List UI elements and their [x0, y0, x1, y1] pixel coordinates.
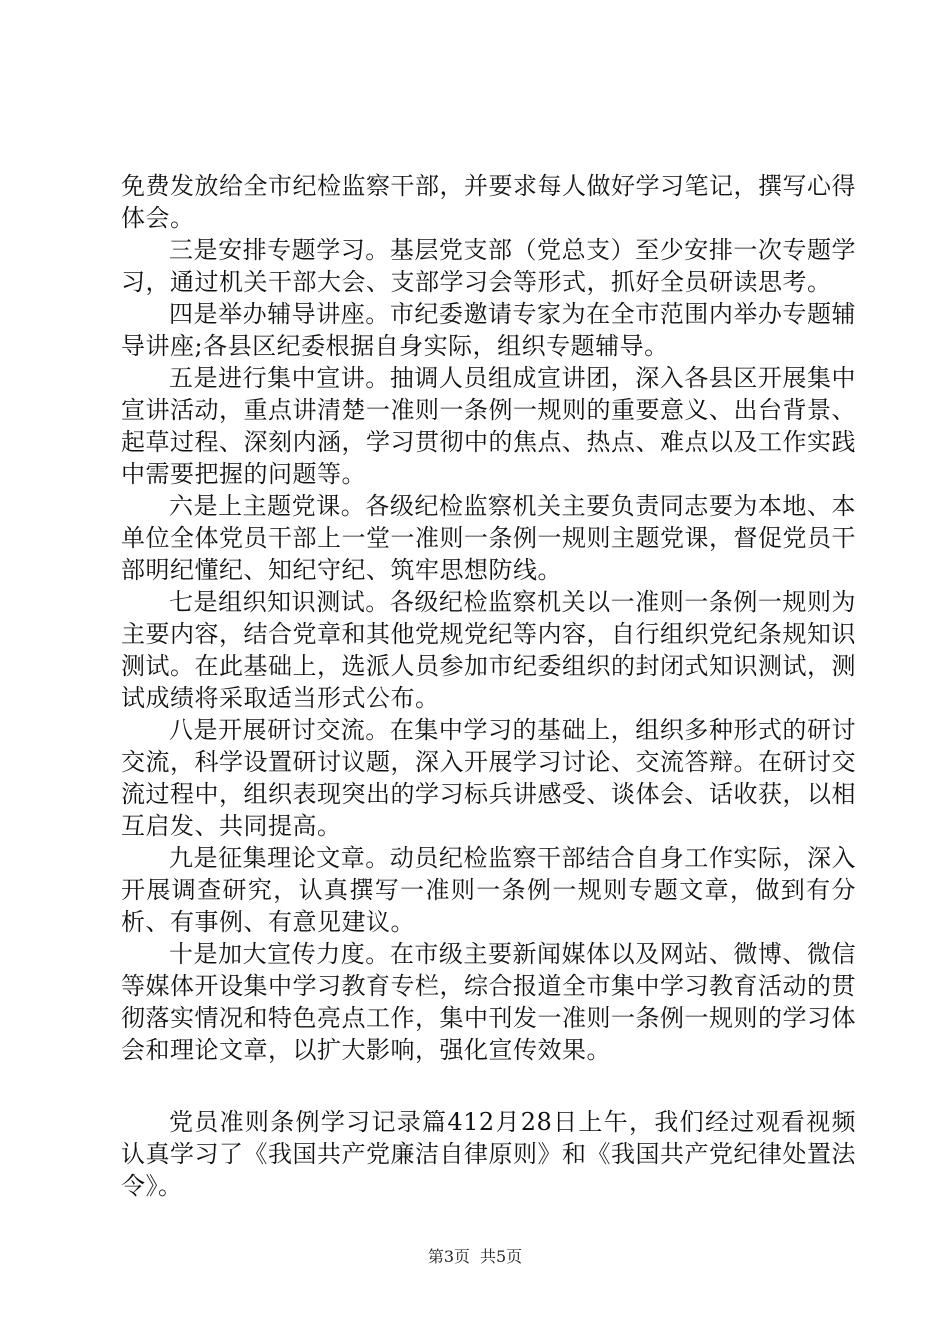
- paragraph-item-6: 六是上主题党课。各级纪检监察机关主要负责同志要为本地、本单位全体党员干部上一堂一准则一条例一规则主题党课，督促党员干部明纪懂纪、知纪守纪、筑牢思想防线。: [121, 492, 856, 584]
- section-gap: [121, 1066, 856, 1106]
- paragraph-item-4: 四是举办辅导讲座。市纪委邀请专家为在全市范围内举办专题辅导讲座;各县区纪委根据自身实际，组织专题辅导。: [121, 300, 856, 360]
- paragraph-item-9: 九是征集理论文章。动员纪检监察干部结合自身工作实际，深入开展调查研究，认真撰写一准则一条例一规则专题文章，做到有分析、有事例、有意见建议。: [121, 844, 856, 936]
- document-body: [121, 170, 856, 1202]
- page-footer: [0, 1244, 950, 1267]
- page-number: 第3页: [427, 1247, 470, 1266]
- paragraph-item-7: 七是组织知识测试。各级纪检监察机关以一准则一条例一规则为主要内容，结合党章和其他党规党纪等内容，自行组织党纪条规知识测试。在此基础上，选派人员参加市纪委组织的封闭式知识测试，测试成绩将采取适当形式公布。: [121, 588, 856, 712]
- paragraph-item-5: 五是进行集中宣讲。抽调人员组成宣讲团，深入各县区开展集中宣讲活动，重点讲清楚一准则一条例一规则的重要意义、出台背景、起草过程、深刻内涵，学习贯彻中的焦点、热点、难点以及工作实践中需要把握的问题等。: [121, 364, 856, 488]
- paragraph-item-8: 八是开展研讨交流。在集中学习的基础上，组织多种形式的研讨交流，科学设置研讨议题，深入开展学习讨论、交流答辩。在研讨交流过程中，组织表现突出的学习标兵讲感受、谈体会、话收获，以相互启发、共同提高。: [121, 716, 856, 840]
- paragraph-item-3: 三是安排专题学习。基层党支部（党总支）至少安排一次专题学习，通过机关干部大会、支部学习会等形式，抓好全员研读思考。: [121, 236, 856, 296]
- paragraph-new-article: 党员准则条例学习记录篇412月28日上午，我们经过观看视频认真学习了《我国共产党廉洁自律原则》和《我国共产党纪律处置法令》。: [121, 1108, 856, 1200]
- page-total: 共5页: [480, 1247, 523, 1266]
- paragraph-continuation: 免费发放给全市纪检监察干部，并要求每人做好学习笔记，撰写心得体会。: [121, 172, 856, 232]
- paragraph-item-10: 十是加大宣传力度。在市级主要新闻媒体以及网站、微博、微信等媒体开设集中学习教育专栏，综合报道全市集中学习教育活动的贯彻落实情况和特色亮点工作，集中刊发一准则一条例一规则的学习体会和理论文章，以扩大影响，强化宣传效果。: [121, 940, 856, 1064]
